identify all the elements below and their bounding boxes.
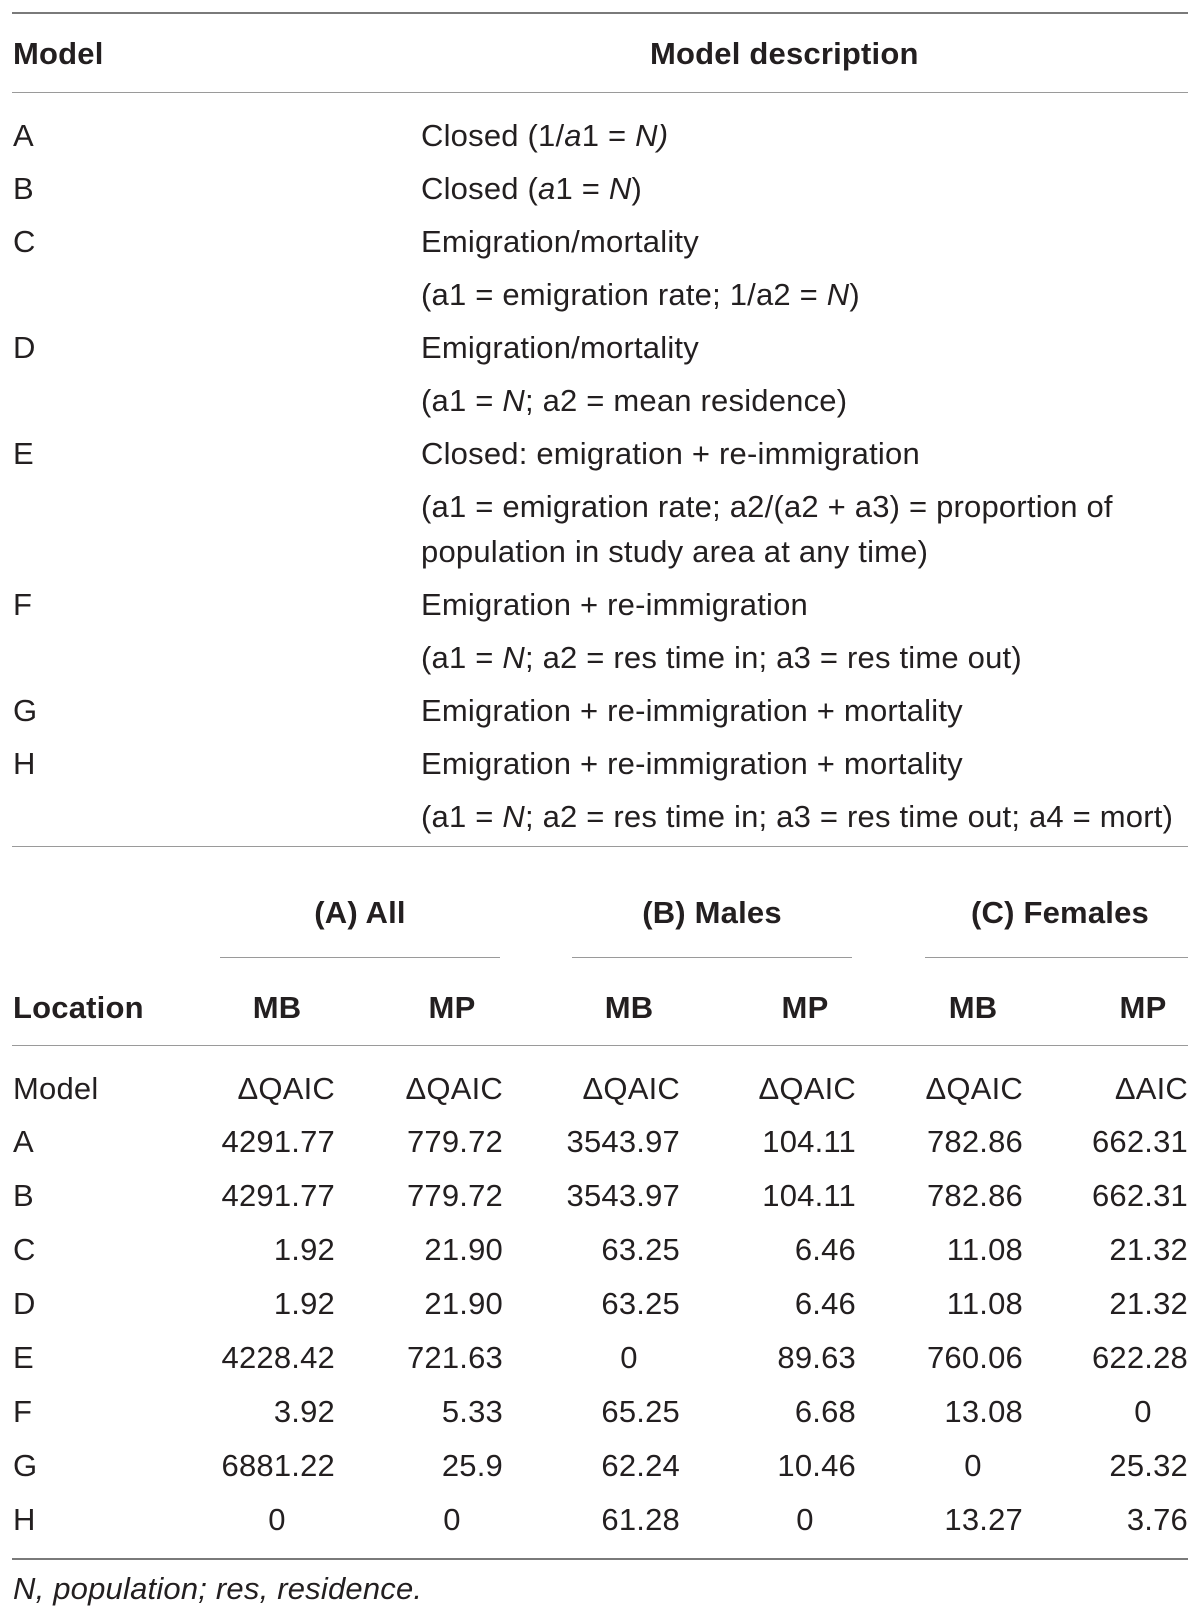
footnote: N, population; res, residence. bbox=[13, 1571, 423, 1606]
header-model-description: Model description bbox=[650, 36, 919, 71]
model-id: E bbox=[13, 436, 34, 471]
result-cell: 21.32 bbox=[1109, 1232, 1188, 1267]
result-cell: 0 bbox=[268, 1502, 286, 1537]
result-cell: 3543.97 bbox=[566, 1124, 680, 1159]
result-cell: 13.08 bbox=[944, 1394, 1023, 1429]
result-cell: 4291.77 bbox=[221, 1178, 335, 1213]
italic-symbol: a bbox=[538, 171, 556, 206]
metric-row-label: Model bbox=[13, 1071, 99, 1106]
result-cell: 782.86 bbox=[926, 1124, 1023, 1159]
model-description-line bbox=[421, 589, 808, 620]
text-segment: (a1 = emigration rate; a2/(a2 + a3) = proportion of bbox=[421, 489, 1113, 524]
result-cell: 104.11 bbox=[762, 1178, 856, 1213]
italic-symbol: N bbox=[502, 640, 525, 675]
result-cell: 25.32 bbox=[1109, 1448, 1188, 1483]
group-underline bbox=[925, 957, 1188, 958]
result-cell: 13.27 bbox=[944, 1502, 1023, 1537]
model-description-line bbox=[421, 748, 963, 779]
result-cell: 6.46 bbox=[794, 1232, 856, 1267]
result-row-model: G bbox=[13, 1448, 38, 1483]
metric-cell: ΔQAIC bbox=[237, 1071, 335, 1106]
result-cell: 4291.77 bbox=[221, 1124, 335, 1159]
model-description-line bbox=[421, 695, 963, 726]
top-rule bbox=[12, 12, 1188, 14]
result-cell: 21.90 bbox=[424, 1232, 503, 1267]
model-id: C bbox=[13, 224, 36, 259]
italic-symbol: N bbox=[608, 171, 632, 206]
text-segment: ) bbox=[849, 277, 860, 312]
results-header-rule bbox=[12, 1045, 1188, 1046]
result-cell: 11.08 bbox=[946, 1232, 1023, 1267]
group-header: (A) All bbox=[314, 895, 406, 930]
result-cell: 782.86 bbox=[926, 1178, 1023, 1213]
model-description-line bbox=[421, 173, 642, 204]
model-id: B bbox=[13, 171, 34, 206]
text-segment: ; a2 = mean residence) bbox=[524, 383, 848, 418]
result-cell: 6881.22 bbox=[221, 1448, 335, 1483]
text-segment: (a1 = emigration rate; 1/a2 = bbox=[421, 277, 827, 312]
result-cell: 104.11 bbox=[762, 1124, 856, 1159]
location-header: Location bbox=[13, 990, 144, 1025]
result-cell: 0 bbox=[1134, 1394, 1152, 1429]
text-segment: population in study area at any time) bbox=[421, 534, 929, 569]
result-row-model: D bbox=[13, 1286, 36, 1321]
result-cell: 11.08 bbox=[946, 1286, 1023, 1321]
result-row-model: F bbox=[13, 1394, 33, 1429]
sub-header: MP bbox=[781, 990, 829, 1025]
bottom-rule bbox=[12, 1558, 1188, 1560]
text-segment: (a1 = bbox=[421, 799, 503, 834]
model-id: D bbox=[13, 330, 36, 365]
text-segment: 1 = bbox=[581, 118, 636, 153]
result-cell: 6.68 bbox=[794, 1394, 856, 1429]
result-cell: 5.33 bbox=[441, 1394, 503, 1429]
metric-cell: ΔQAIC bbox=[582, 1071, 680, 1106]
model-description-line bbox=[421, 226, 699, 257]
result-cell: 1.92 bbox=[273, 1286, 335, 1321]
metric-cell: ΔQAIC bbox=[758, 1071, 856, 1106]
model-description-line bbox=[421, 801, 1173, 832]
result-cell: 622.28 bbox=[1091, 1340, 1188, 1375]
group-underline bbox=[220, 957, 500, 958]
text-segment: Closed ( bbox=[421, 171, 539, 206]
group-header: (B) Males bbox=[642, 895, 782, 930]
result-row-model: H bbox=[13, 1502, 36, 1537]
result-cell: 4228.42 bbox=[221, 1340, 335, 1375]
group-header: (C) Females bbox=[971, 895, 1149, 930]
model-description-line bbox=[421, 438, 920, 469]
model-id: A bbox=[13, 118, 34, 153]
sub-header: MB bbox=[252, 990, 302, 1025]
text-segment: Closed (1/ bbox=[421, 118, 565, 153]
result-row-model: C bbox=[13, 1232, 36, 1267]
models-header-rule bbox=[12, 92, 1188, 93]
result-cell: 3.76 bbox=[1126, 1502, 1188, 1537]
model-id: H bbox=[13, 746, 36, 781]
italic-symbol: N bbox=[502, 799, 525, 834]
result-cell: 10.46 bbox=[777, 1448, 856, 1483]
sub-header: MP bbox=[428, 990, 476, 1025]
result-cell: 779.72 bbox=[406, 1178, 503, 1213]
model-description-line bbox=[421, 491, 1113, 522]
result-row-model: A bbox=[13, 1124, 34, 1159]
text-segment: Emigration + re-immigration + mortality bbox=[421, 693, 963, 728]
italic-symbol: N) bbox=[635, 118, 669, 153]
result-cell: 65.25 bbox=[601, 1394, 680, 1429]
result-cell: 62.24 bbox=[601, 1448, 680, 1483]
sub-header: MP bbox=[1119, 990, 1167, 1025]
model-description-line bbox=[421, 332, 699, 363]
text-segment: Emigration + re-immigration bbox=[421, 587, 808, 622]
result-cell: 63.25 bbox=[601, 1286, 680, 1321]
result-cell: 63.25 bbox=[601, 1232, 680, 1267]
text-segment: Closed: emigration + re-immigration bbox=[421, 436, 920, 471]
result-cell: 779.72 bbox=[406, 1124, 503, 1159]
result-cell: 662.31 bbox=[1091, 1124, 1188, 1159]
result-cell: 760.06 bbox=[926, 1340, 1023, 1375]
sub-header: MB bbox=[948, 990, 998, 1025]
result-cell: 0 bbox=[620, 1340, 638, 1375]
text-segment: Emigration + re-immigration + mortality bbox=[421, 746, 963, 781]
model-id: F bbox=[13, 587, 33, 622]
model-description-line bbox=[421, 385, 847, 416]
result-cell: 21.90 bbox=[424, 1286, 503, 1321]
model-description-line bbox=[421, 120, 668, 151]
section-rule bbox=[12, 846, 1188, 847]
text-segment: Emigration/mortality bbox=[421, 224, 699, 259]
result-cell: 89.63 bbox=[777, 1340, 856, 1375]
result-cell: 21.32 bbox=[1109, 1286, 1188, 1321]
result-cell: 0 bbox=[796, 1502, 814, 1537]
metric-cell: ΔQAIC bbox=[925, 1071, 1023, 1106]
italic-symbol: N bbox=[826, 277, 850, 312]
metric-cell: ΔQAIC bbox=[405, 1071, 503, 1106]
text-segment: ; a2 = res time in; a3 = res time out; a4 = mort) bbox=[524, 799, 1174, 834]
model-description-line bbox=[421, 279, 860, 310]
result-cell: 6.46 bbox=[794, 1286, 856, 1321]
result-cell: 3.92 bbox=[273, 1394, 335, 1429]
text-segment: 1 = bbox=[555, 171, 609, 206]
text-segment: ) bbox=[631, 171, 642, 206]
result-cell: 3543.97 bbox=[566, 1178, 680, 1213]
text-segment: Emigration/mortality bbox=[421, 330, 699, 365]
model-description-line bbox=[421, 536, 928, 567]
result-cell: 25.9 bbox=[441, 1448, 503, 1483]
italic-symbol: a bbox=[564, 118, 582, 153]
model-description-line bbox=[421, 642, 1022, 673]
group-underline bbox=[572, 957, 852, 958]
result-cell: 0 bbox=[443, 1502, 461, 1537]
header-model: Model bbox=[13, 36, 104, 71]
result-row-model: E bbox=[13, 1340, 34, 1375]
italic-symbol: N bbox=[502, 383, 525, 418]
model-id: G bbox=[13, 693, 38, 728]
result-cell: 0 bbox=[964, 1448, 982, 1483]
result-cell: 662.31 bbox=[1091, 1178, 1188, 1213]
result-cell: 721.63 bbox=[406, 1340, 503, 1375]
text-segment: (a1 = bbox=[421, 640, 503, 675]
result-row-model: B bbox=[13, 1178, 34, 1213]
metric-cell: ΔAIC bbox=[1114, 1071, 1188, 1106]
result-cell: 61.28 bbox=[601, 1502, 680, 1537]
result-cell: 1.92 bbox=[273, 1232, 335, 1267]
sub-header: MB bbox=[604, 990, 654, 1025]
text-segment: ; a2 = res time in; a3 = res time out) bbox=[524, 640, 1022, 675]
text-segment: (a1 = bbox=[421, 383, 503, 418]
